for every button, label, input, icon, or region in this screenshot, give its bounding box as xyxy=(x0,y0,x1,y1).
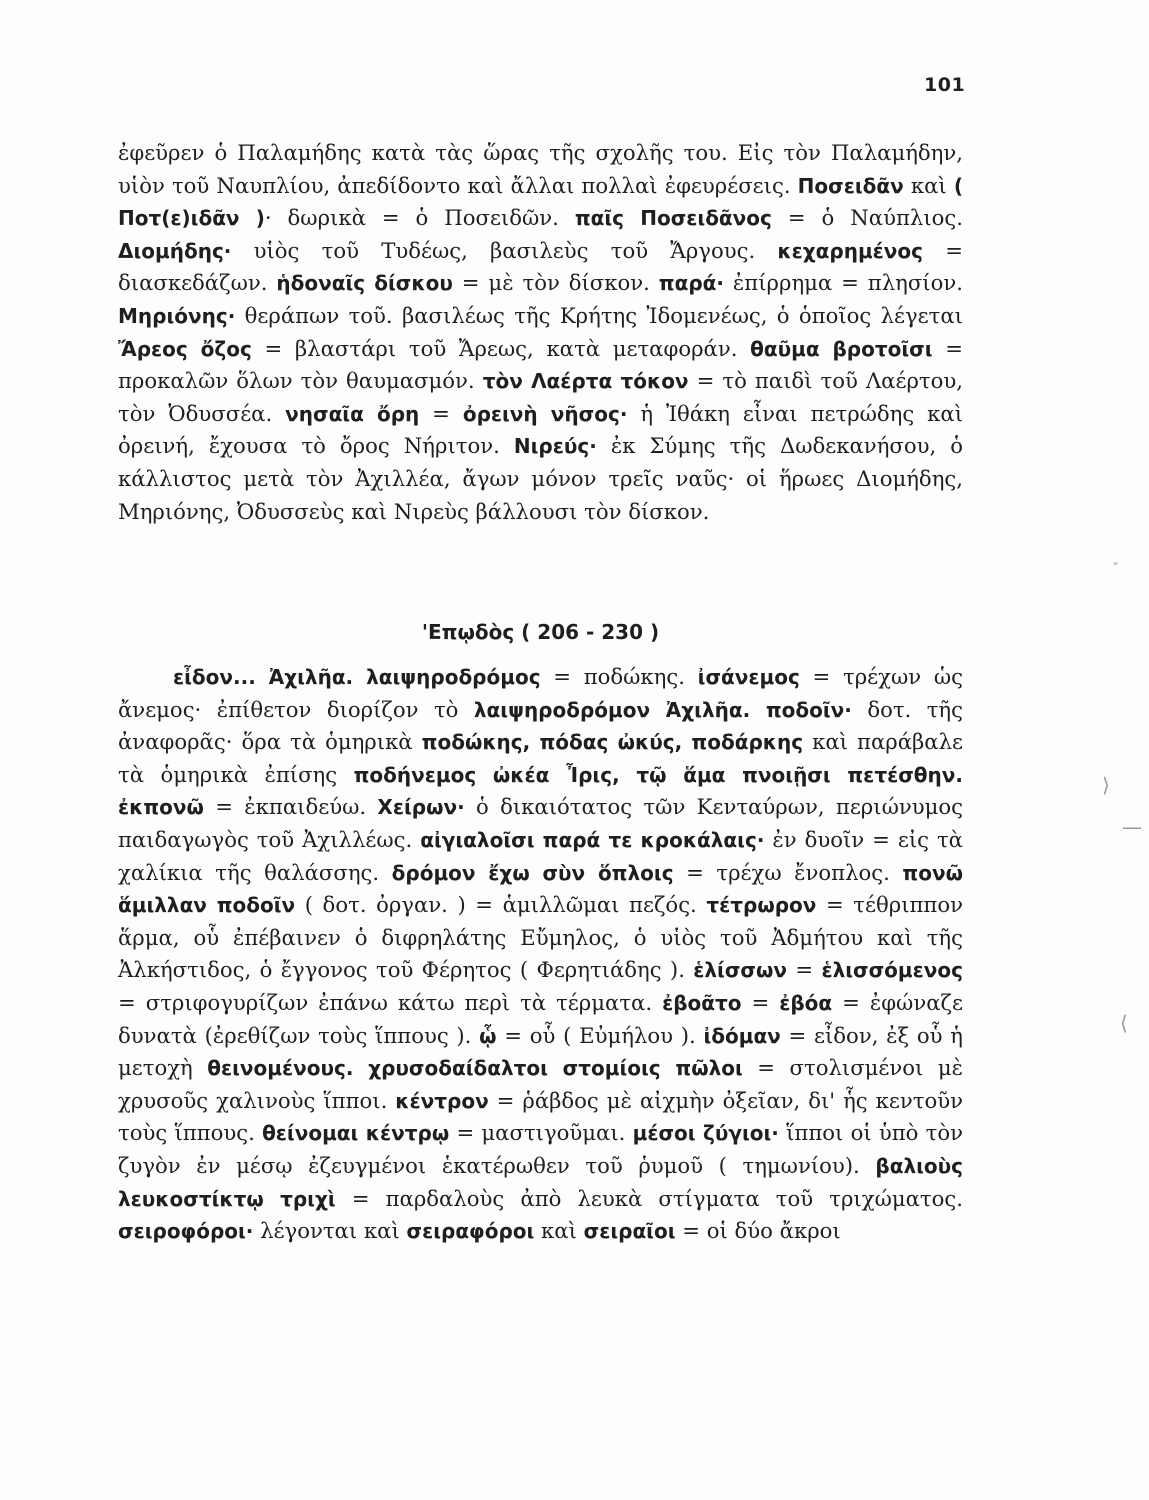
lemma-term: παῖς Ποσειδᾶνος xyxy=(574,206,772,231)
gloss-text: = xyxy=(419,400,463,426)
gloss-text: = στολισμένοι μὲ χρυσοῦς χαλινοὺς ἵπποι. xyxy=(118,1055,963,1113)
lemma-term: τέτρωρον xyxy=(706,893,817,918)
lemma-term: Μηριόνης· xyxy=(118,303,236,328)
lemma-term: ( Ποτ(ε)ιδᾶν ) xyxy=(118,173,964,231)
lemma-term: ἰδόμαν xyxy=(703,1023,781,1048)
gloss-text: = ποδώκης. xyxy=(540,664,698,689)
lemma-term: νησαῖα ὄρη xyxy=(285,401,420,426)
lemma-term: ἰσάνεμος xyxy=(697,665,800,689)
gloss-text: = τέθριππον ἅρμα, οὗ ἐπέβαινεν ὁ διφρηλάτης Εὔμηλος, ὁ υἱὸς τοῦ Ἀδμήτου καὶ τῆς Ἀλκήστιδος, ὁ ἔγγονος τοῦ Φέρητος ( Φερητιάδης ). xyxy=(118,892,963,983)
gloss-text: καὶ xyxy=(903,172,954,198)
gloss-text: = ἐκπαιδεύω. xyxy=(203,794,378,820)
gloss-text: = μαστιγοῦμαι. xyxy=(449,1120,633,1146)
lemma-term: κέντρον xyxy=(395,1088,489,1113)
gloss-text: = προκαλῶν ὅλων τὸν θαυμασμόν. xyxy=(118,335,963,394)
section-heading-epode: 'Επῳδὸς ( 206 - 230 ) xyxy=(421,620,660,644)
lemma-term: ποδήνεμος ὠκέα Ἶρις, τῷ ἅμα πνοιῇσι πετέσθην. ἐκπονῶ xyxy=(118,762,963,820)
margin-mark: — xyxy=(1122,815,1142,839)
gloss-text: θεράπων τοῦ. βασιλέως τῆς Κρήτης Ἰδομενέως, ὁ ὁποῖος λέγεται xyxy=(235,302,963,328)
gloss-text: ( δοτ. ὀργαν. ) = ἁμιλλῶμαι πεζός. xyxy=(295,892,707,918)
gloss-text: = ὁ Ναύπλιος. xyxy=(771,205,963,231)
gloss-text: καὶ xyxy=(534,1218,584,1244)
lemma-term: παρά· xyxy=(658,271,725,296)
gloss-text: δοτ. τῆς ἀναφορᾶς· ὅρα τὰ ὁμηρικὰ xyxy=(118,696,963,755)
gloss-text: = οὗ ( Εὐμήλου ). xyxy=(496,1022,704,1048)
paragraph-commentary-1 xyxy=(118,137,963,528)
lemma-term: Ποσειδᾶν xyxy=(797,173,904,198)
page-number: 101 xyxy=(924,74,966,96)
lemma-term: ἑλίσσων xyxy=(693,958,788,983)
lemma-term: θείνομαι κέντρῳ xyxy=(262,1121,450,1146)
gloss-text: ἡ Ἰθάκη εἶναι πετρώδης καὶ ὀρεινή, ἔχουσα τὸ ὄρος Νήριτον. xyxy=(118,400,963,459)
gloss-text: = μὲ τὸν δίσκον. xyxy=(452,270,659,296)
gloss-text: ἐν δυοῖν = εἰς τὰ χαλίκια τῆς θαλάσσης. xyxy=(118,826,963,885)
lemma-term: αἰγιαλοῖσι παρά τε κροκάλαις· xyxy=(420,827,765,852)
lemma-term: ἐβόα xyxy=(779,990,833,1015)
gloss-text: = τὸ παιδὶ τοῦ Λαέρτου, τὸν Ὀδυσσέα. xyxy=(118,368,963,426)
lemma-term: ἡδοναῖς δίσκου xyxy=(276,271,453,296)
gloss-text: = βλαστάρι τοῦ Ἄρεως, κατὰ μεταφοράν. xyxy=(251,335,751,361)
gloss-text: = ῥάβδος μὲ αἰχμὴν ὀξεῖαν, δι' ἧς κεντοῦν τοὺς ἵππους. xyxy=(118,1087,963,1146)
gloss-text: = xyxy=(787,957,822,983)
lemma-term: πονῶ ἅμιλλαν ποδοῖν xyxy=(118,860,963,918)
lemma-term: ᾧ xyxy=(479,1023,497,1048)
lemma-term: Χείρων· xyxy=(377,795,465,820)
lemma-term: σειροφόροι· xyxy=(118,1219,254,1244)
gloss-text: λέγονται καὶ xyxy=(253,1218,407,1244)
lemma-term: σειραῖοι xyxy=(583,1219,676,1244)
gloss-text: = τρέχων ὡς ἄνεμος· ἐπίθετον διορίζον τὸ xyxy=(118,664,963,722)
lemma-term: ἐβοᾶτο xyxy=(662,990,742,1015)
gloss-text: υἱὸς τοῦ Τυδέως, βασιλεὺς τοῦ Ἄργους. xyxy=(231,237,778,263)
gloss-text: = διασκεδάζων. xyxy=(118,237,963,296)
margin-mark: ˇ xyxy=(1112,562,1119,578)
gloss-text: = τρέχω ἔνοπλος. xyxy=(673,859,903,885)
margin-mark: ⟨ xyxy=(1120,1011,1128,1035)
lemma-term: ποδώκης, πόδας ὠκύς, ποδάρκης xyxy=(421,730,804,755)
lemma-term: θεινομένους. χρυσοδαίδαλτοι στομίοις πῶλοι xyxy=(207,1056,743,1081)
lemma-term: θαῦμα βροτοῖσι xyxy=(750,336,933,361)
lemma-term: βαλιοὺς λευκοστίκτῳ τριχὶ xyxy=(118,1153,963,1211)
gloss-text: = εἶδον, ἐξ οὗ ἡ μετοχὴ xyxy=(118,1022,963,1081)
gloss-text: ἐπίρρημα = πλησίον. xyxy=(724,270,963,296)
lemma-term: λαιψηροδρόμον Ἀχιλῆα. ποδοῖν· xyxy=(473,697,852,722)
gloss-text: = ἐφώναζε δυνατὰ (ἐρεθίζων τοὺς ἵππους ). xyxy=(118,989,963,1048)
gloss-text: · δωρικὰ = ὁ Ποσειδῶν. xyxy=(264,205,575,231)
margin-mark: ⟩ xyxy=(1102,773,1110,797)
lemma-term: Νιρεύς· xyxy=(513,434,597,459)
lemma-term: ἑλισσόμενος xyxy=(821,958,963,983)
gloss-text: ἵπποι οἱ ὑπὸ τὸν ζυγὸν ἐν μέσῳ ἐζευγμένοι ἑκατέρωθεν τοῦ ῥυμοῦ ( τημωνίου). xyxy=(118,1120,963,1178)
lemma-term: δρόμον ἔχω σὺν ὅπλοις xyxy=(391,860,674,885)
lemma-term: Ἄρεος ὄζος xyxy=(118,336,252,361)
lemma-term: τὸν Λαέρτα τόκον xyxy=(482,369,689,394)
gloss-text: = παρδαλοὺς ἀπὸ λευκὰ στίγματα τοῦ τριχώματος. xyxy=(335,1185,964,1211)
lemma-term: σειραφόροι xyxy=(406,1219,535,1244)
gloss-text: καὶ παράβαλε τὰ ὁμηρικὰ ἐπίσης xyxy=(118,729,963,787)
gloss-text: = xyxy=(741,989,780,1015)
lemma-term: ὀρεινὴ νῆσος· xyxy=(462,401,628,426)
lemma-term: Διομήδης· xyxy=(118,238,232,263)
gloss-text: = οἱ δύο ἄκροι xyxy=(675,1218,841,1244)
paragraph-commentary-2 xyxy=(118,661,963,1248)
lemma-term: εἶδον... Ἀχιλῆα. λαιψηροδρόμος xyxy=(173,665,541,689)
lemma-term: μέσοι ζύγιοι· xyxy=(632,1121,779,1146)
gloss-text: ὁ δικαιότατος τῶν Κενταύρων, περιώνυμος παιδαγωγὸς τοῦ Ἀχιλλέως. xyxy=(118,794,964,852)
gloss-text: ἐκ Σύμης τῆς Δωδεκανήσου, ὁ κάλλιστος μετὰ τὸν Ἀχιλλέα, ἄγων μόνον τρεῖς ναῦς· οἱ ἥρωες Διομήδης, Μηριόνης, Ὀδυσσεὺς καὶ Νιρεὺς βάλλουσι τὸν δίσκον. xyxy=(118,433,963,524)
lemma-term: κεχαρημένος xyxy=(777,238,924,263)
gloss-text: ἐφεῦρεν ὁ Παλαμήδης κατὰ τὰς ὥρας τῆς σχολῆς του. Εἰς τὸν Παλαμήδην, υἱὸν τοῦ Ναυπλίου, ἀπεδίδοντο καὶ ἄλλαι πολλαὶ ἐφευρέσεις. xyxy=(118,140,963,198)
gloss-text: = στριφογυρίζων ἐπάνω κάτω περὶ τὰ τέρματα. xyxy=(118,989,663,1015)
